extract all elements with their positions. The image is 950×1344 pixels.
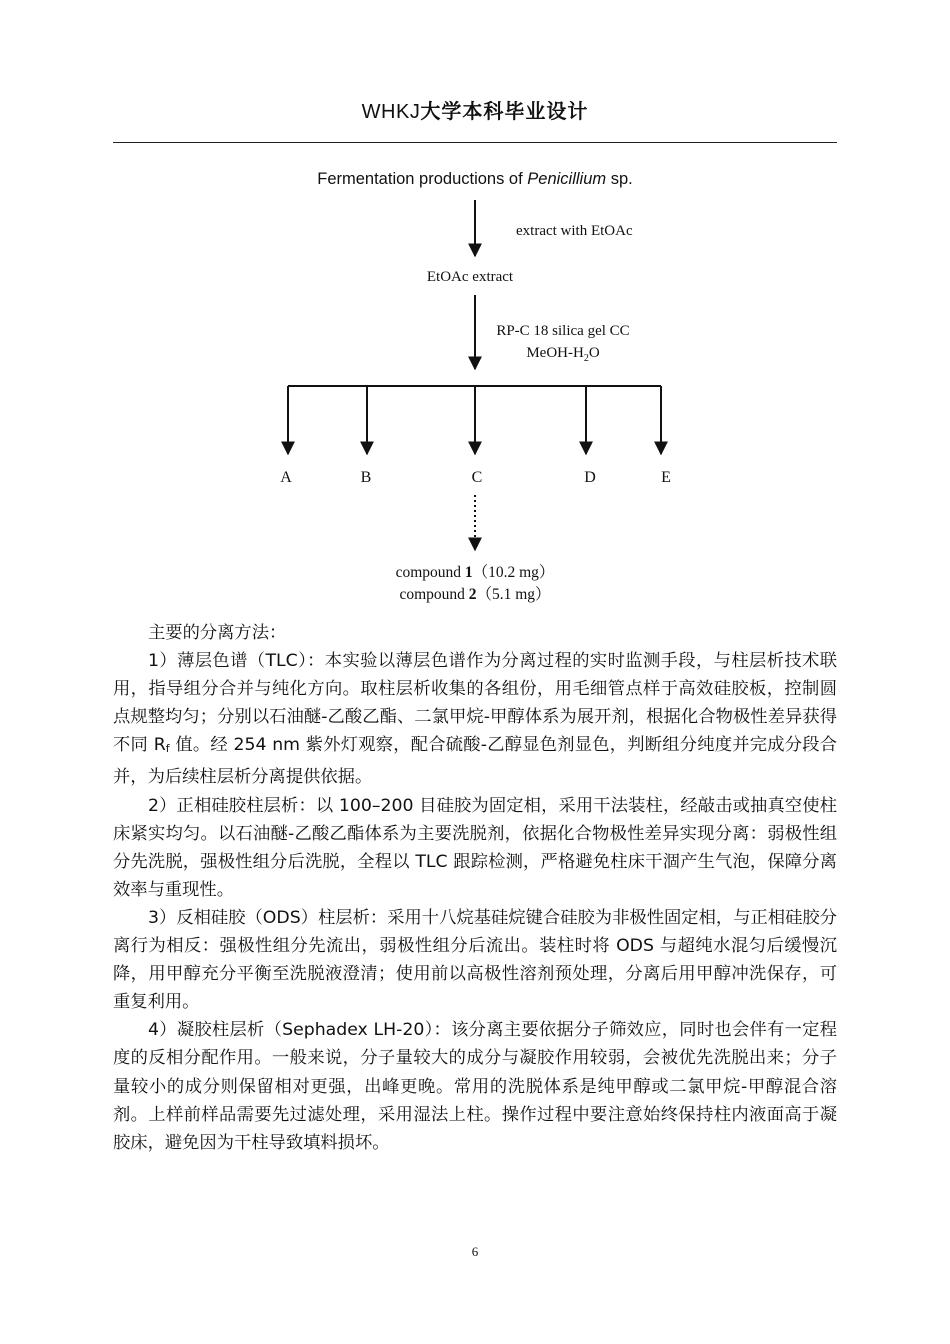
page-header [113,88,837,143]
page-number: 6 [471,1244,479,1259]
flow-step2-solvent: MeOH-H [526,345,584,361]
compound-2-amount: （5.1 mg） [476,586,551,603]
flow-step2-end: O [588,345,600,361]
flow-step2-line2 [526,345,600,364]
compound-1-prefix: compound [395,564,465,581]
body-text [113,619,837,1157]
compound-2-number: 2 [468,586,477,603]
compound-1-number: 1 [464,564,473,581]
compound-2-prefix: compound [399,586,469,603]
compound-2-line [399,586,550,603]
fraction-label-c: C [471,469,483,486]
normal-phase-paragraph: 2）正相硅胶柱层析：以 100–200 目硅胶为固定相，采用干法装柱，经敲击或抽真空使柱床紧实均匀。以石油醚-乙酸乙酯体系为主要洗脱剂，依据化合物极性差异实现分离：弱极性组分先洗脱，强极性组分后洗脱，全程以 TLC 跟踪检测，严格避免柱床干涸产生气泡，保障分离效率与重现性。 [113,795,837,900]
compound-1-line [396,564,555,581]
fraction-label-b: B [360,469,372,486]
flow-start-suffix: sp. [606,170,633,188]
flow-step1-label: extract with EtOAc [516,223,633,239]
ods-paragraph: 3）反相硅胶（ODS）柱层析：采用十八烷基硅烷键合硅胶为非极性固定相，与正相硅胶分离行为相反：强极性组分先流出，弱极性组分后流出。装柱时将 ODS 与超纯水混匀后缓慢沉降，用甲醇充分平衡至洗脱液澄清；使用前以高极性溶剂预处理，分离后用甲醇冲洗保存，可重复利用。 [113,907,837,1013]
sephadex-paragraph: 4）凝胶柱层析（Sephadex LH-20）：该分离主要依据分子筛效应，同时也会伴有一定程度的反相分配作用。一般来说，分子量较大的成分与凝胶作用较弱，会被优先洗脱出来；分子量较小的成分则保留相对更强，出峰更晚。常用的洗脱体系是纯甲醇或二氯甲烷-甲醇混合溶剂。上样前样品需要先过滤处理，采用湿法上柱。操作过程中要注意始终保持柱内液面高于凝胶床，避免因为干柱导致填料损坏。 [113,1020,837,1153]
isolation-flowchart [230,158,730,608]
flow-start-node [317,170,633,188]
flow-step2-subscript: 2 [583,353,589,364]
flow-extract-node: EtOAc extract [426,269,514,285]
tlc-paragraph [113,647,837,791]
flow-start-prefix: Fermentation productions of [317,170,528,188]
tlc-text-b: 值。经 254 nm 紫外灯观察，配合硫酸-乙醇显色剂显色，判断组分纯度并完成分段合并，为后续柱层析分离提供依据。 [113,735,837,788]
fraction-label-e: E [661,469,671,486]
header-title-cjk: 大学本科毕业设计 [420,99,589,123]
fraction-label-a: A [280,469,292,486]
header-title [113,95,837,124]
fraction-label-d: D [584,469,596,486]
rf-subscript: f [165,742,170,756]
intro-paragraph: 主要的分离方法： [148,623,287,643]
header-title-latin: WHKJ [361,101,421,123]
flow-start-italic: Penicillium [527,170,607,188]
compound-1-amount: （10.2 mg） [472,564,555,581]
tlc-text-a: 1）薄层色谱（TLC）：本实验以薄层色谱作为分离过程的实时监测手段，与柱层析技术联用，指导组分合并与纯化方向。取柱层析收集的各组份，用毛细管点样于高效硅胶板，控制圆点规整均匀；分别以石油醚-乙酸乙酯、二氯甲烷-甲醇体系为展开剂，根据化合物极性差异获得不同 R [113,651,837,756]
flow-step2-line1: RP-C 18 silica gel CC [496,323,630,339]
